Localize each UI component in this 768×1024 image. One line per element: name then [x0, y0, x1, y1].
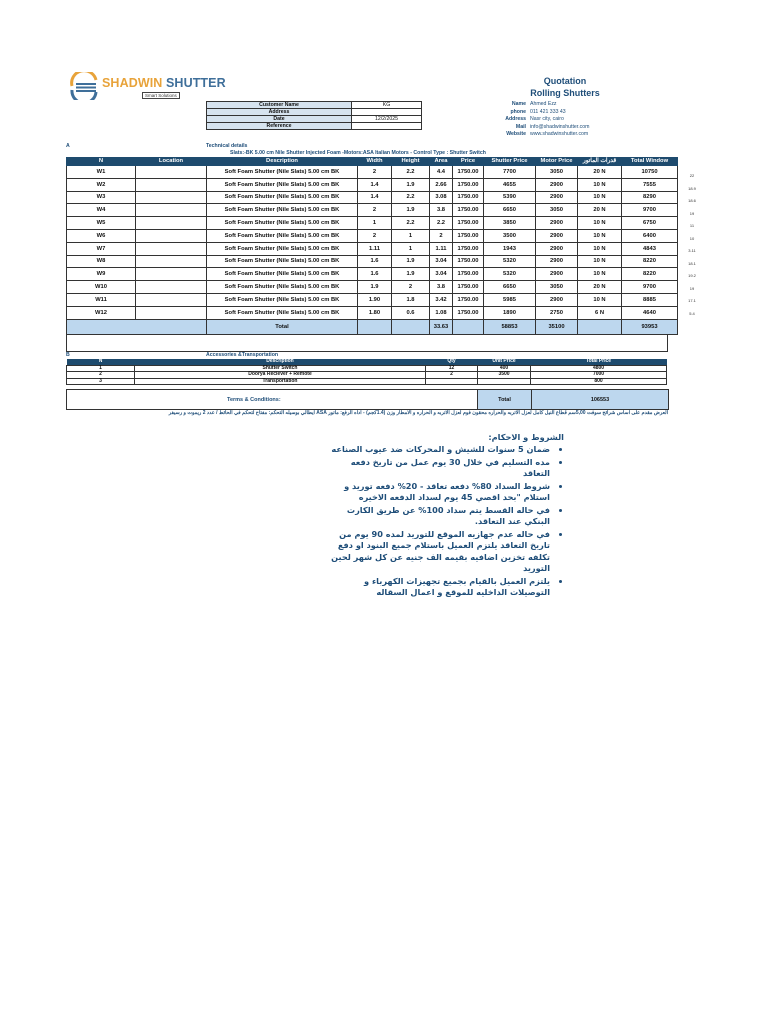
table-cell: 3500: [484, 229, 536, 242]
table-cell: [136, 191, 207, 204]
quotation-title: [500, 75, 630, 99]
grand-total-table: [66, 389, 669, 410]
table-cell: Soft Foam Shutter (Nile Slats) 5.00 cm BK: [207, 255, 358, 268]
table-cell: [136, 166, 207, 179]
table-cell: W5: [67, 217, 136, 230]
total-cell: [578, 319, 622, 334]
table-cell: 2900: [536, 255, 578, 268]
table-cell: 1.80: [358, 306, 392, 319]
table-cell: Soft Foam Shutter (Nile Slats) 5.00 cm BK: [207, 217, 358, 230]
grand-total-row: [67, 390, 669, 410]
table-cell: 2: [392, 281, 430, 294]
contact-value[interactable]: info@shadwinshutter.com: [530, 123, 590, 130]
term-item: • شروط السداد 80% دفعه تعاقد - 20% دفعه توريد و استلام "بحد اقصي 45 يوم لسداد الدفعه الاخيره: [330, 481, 550, 504]
term-item: • في حاله القسط يتم سداد 100% عن طريق الكارت البنكي عند التعاقد.: [330, 505, 550, 528]
table-cell: 3050: [536, 166, 578, 179]
technical-details-heading: Technical details: [206, 143, 248, 149]
info-label: Date: [207, 116, 352, 123]
table-cell: W7: [67, 242, 136, 255]
accessories-table: [66, 359, 667, 385]
table-cell: 1750.00: [453, 217, 484, 230]
table-cell: 1750.00: [453, 178, 484, 191]
table-cell: 2.2: [392, 217, 430, 230]
side-number: 18.6: [688, 198, 696, 204]
logo-tagline: Smart Solutions: [142, 92, 180, 99]
acc-col-total-price: Total Price: [531, 359, 667, 365]
table-cell: W12: [67, 306, 136, 319]
table-cell: 20 N: [578, 166, 622, 179]
table-cell: 3.04: [430, 268, 453, 281]
offer-note: العرض مقدم على اساس شرائح سوفت 5,00سم قطاع النيل كامل لعزل الاتربه والحراره محقون فوم لعزل الاتربه و الحراره و الامطار وزن (1.4كجم) - اداه الرفع: ماتور ASA ايطالي بوسيله التحكم: مفتاح لتحكم في الحائط / عدد 2 ريموت و رسيفر: [168, 410, 668, 416]
table-cell: 1.11: [430, 242, 453, 255]
acc-cell: [478, 378, 531, 385]
info-value: [352, 123, 422, 130]
table-cell: [136, 204, 207, 217]
info-row: [207, 109, 422, 116]
side-number: 11: [689, 223, 695, 229]
terms-list: [330, 444, 564, 599]
table-cell: 1750.00: [453, 281, 484, 294]
table-cell: Soft Foam Shutter (Nile Slats) 5.00 cm BK: [207, 191, 358, 204]
table-cell: 1750.00: [453, 166, 484, 179]
table-cell: 1.9: [392, 268, 430, 281]
table-cell: 1943: [484, 242, 536, 255]
table-cell: 7700: [484, 166, 536, 179]
table-cell: 1.11: [358, 242, 392, 255]
acc-cell: 800: [531, 378, 667, 385]
table-cell: 4.4: [430, 166, 453, 179]
contact-value[interactable]: www.shadwinshutter.com: [530, 131, 589, 138]
table-cell: Soft Foam Shutter (Nile Slats) 5.00 cm BK: [207, 306, 358, 319]
table-cell: 2900: [536, 268, 578, 281]
table-cell: W4: [67, 204, 136, 217]
table-cell: 9700: [622, 281, 678, 294]
table-cell: 10 N: [578, 217, 622, 230]
side-number: 10: [689, 235, 695, 241]
table-cell: 1.4: [358, 191, 392, 204]
grand-total-value: 106553: [532, 390, 669, 410]
table-cell: 2900: [536, 217, 578, 230]
table-cell: Soft Foam Shutter (Nile Slats) 5.00 cm BK: [207, 293, 358, 306]
side-number: 18.1: [688, 260, 696, 266]
info-label: Address: [207, 109, 352, 116]
table-cell: Soft Foam Shutter (Nile Slats) 5.00 cm BK: [207, 268, 358, 281]
table-cell: 6 N: [578, 306, 622, 319]
acc-cell: [426, 378, 478, 385]
acc-cell: Transportation: [135, 378, 426, 385]
table-cell: 9700: [622, 204, 678, 217]
table-row: [67, 306, 678, 319]
side-number: 5.4: [689, 311, 695, 317]
table-cell: 1750.00: [453, 268, 484, 281]
total-row: [67, 319, 678, 334]
total-cell: 58853: [484, 319, 536, 334]
accessories-heading: Accessories &Transportation: [206, 352, 279, 358]
contact-row: [490, 101, 589, 109]
table-row: [67, 178, 678, 191]
table-cell: 4655: [484, 178, 536, 191]
acc-cell: 1: [67, 365, 135, 372]
table-cell: 10 N: [578, 178, 622, 191]
table-cell: W6: [67, 229, 136, 242]
table-cell: 1750.00: [453, 229, 484, 242]
blank-row: [66, 334, 668, 352]
contact-value: 011 421 333 43: [530, 108, 566, 115]
side-number: 18.9: [688, 185, 696, 191]
col-description: Description: [207, 158, 358, 166]
acc-cell: 3500: [478, 372, 531, 379]
acc-col-unit-price: Unit Price: [478, 359, 531, 365]
table-cell: 3.08: [430, 191, 453, 204]
contact-row: [490, 109, 589, 117]
table-row: [67, 255, 678, 268]
table-cell: 2900: [536, 178, 578, 191]
table-cell: 1750.00: [453, 255, 484, 268]
table-cell: 8290: [622, 191, 678, 204]
acc-cell: 7000: [531, 372, 667, 379]
table-cell: 6400: [622, 229, 678, 242]
col-total-window: Total Window: [622, 158, 678, 166]
table-cell: 3.42: [430, 293, 453, 306]
grand-total-label: Total: [478, 390, 532, 410]
total-cell: 93953: [622, 319, 678, 334]
table-cell: 1.8: [392, 293, 430, 306]
table-cell: 2.2: [392, 166, 430, 179]
table-cell: 2900: [536, 242, 578, 255]
table-cell: [136, 281, 207, 294]
table-cell: 1750.00: [453, 242, 484, 255]
table-cell: 10 N: [578, 229, 622, 242]
contact-value: Ahmed Ezz: [530, 101, 557, 107]
table-cell: 3.8: [430, 204, 453, 217]
logo-mark-icon: [68, 72, 102, 100]
term-item: • في حاله عدم جهازيه الموقع للتوريد لمده 90 يوم من تاريخ التعاقد يلتزم العميل باستلام جميع البنود او دفع تكلفه تخزين اضافيه بقيمه الف جنيه عن كل شهر لحين التوريد: [330, 529, 550, 575]
term-item: • ضمان 5 سنوات للشيش و المحركات ضد عيوب الصناعه: [330, 444, 550, 456]
table-cell: [136, 268, 207, 281]
acc-cell: Doorya Reciever + Remote: [135, 372, 426, 379]
acc-cell: 400: [478, 365, 531, 372]
col-price: Price: [453, 158, 484, 166]
col-n: N: [67, 158, 136, 166]
title-line-1: Quotation: [543, 76, 587, 86]
term-item: • مده التسليم في خلال 30 يوم عمل من تاريخ دفعه التعاقد: [330, 457, 550, 480]
table-cell: 5985: [484, 293, 536, 306]
table-row: [67, 281, 678, 294]
table-cell: W11: [67, 293, 136, 306]
acc-col-qty: Qty: [426, 359, 478, 365]
table-cell: 1.9: [358, 281, 392, 294]
side-number: 19: [689, 285, 695, 291]
windows-table: [66, 157, 678, 335]
table-cell: 1750.00: [453, 306, 484, 319]
info-value: [352, 109, 422, 116]
acc-cell: 2: [67, 372, 135, 379]
contact-row: [490, 124, 589, 132]
contact-block: [490, 101, 589, 139]
total-cell: [67, 319, 207, 334]
table-cell: [136, 255, 207, 268]
table-row: [67, 191, 678, 204]
table-cell: 10750: [622, 166, 678, 179]
acc-cell: 12: [426, 365, 478, 372]
table-cell: 1750.00: [453, 293, 484, 306]
acc-col-n: N: [67, 359, 135, 365]
table-cell: 5320: [484, 255, 536, 268]
term-item: • يلتزم العميل بالقيام بجميع تجهيزات الكهرباء و التوصيلات الداخليه للموقع و اعمال السقاله: [330, 576, 550, 599]
acc-cell: 4800: [531, 365, 667, 372]
table-cell: 2: [358, 204, 392, 217]
info-row: [207, 123, 422, 130]
section-b-label: B: [66, 352, 70, 358]
info-label: Reference: [207, 123, 352, 130]
company-logo: [68, 72, 226, 102]
table-cell: [136, 242, 207, 255]
table-cell: 5320: [484, 268, 536, 281]
info-value: 12/2/2025: [352, 116, 422, 123]
total-cell: Total: [207, 319, 358, 334]
table-cell: 1.6: [358, 268, 392, 281]
table-cell: 10 N: [578, 293, 622, 306]
table-cell: 6650: [484, 204, 536, 217]
table-cell: 2.2: [430, 217, 453, 230]
total-cell: [392, 319, 430, 334]
col-motor-price: Motor Price: [536, 158, 578, 166]
table-cell: 6750: [622, 217, 678, 230]
contact-row: [490, 116, 589, 124]
table-cell: 1.9: [392, 178, 430, 191]
table-cell: W10: [67, 281, 136, 294]
terms-heading: الشروط و الاحكام:: [488, 432, 564, 442]
table-cell: 1: [392, 229, 430, 242]
side-numbers: [684, 170, 700, 321]
table-cell: 1890: [484, 306, 536, 319]
table-cell: 2900: [536, 229, 578, 242]
info-label: Customer Name: [207, 102, 352, 109]
table-cell: 2: [358, 229, 392, 242]
table-cell: 20 N: [578, 281, 622, 294]
table-cell: 1.9: [392, 255, 430, 268]
info-row: [207, 116, 422, 123]
table-cell: [136, 306, 207, 319]
table-cell: 6650: [484, 281, 536, 294]
table-cell: 0.6: [392, 306, 430, 319]
table-cell: [136, 293, 207, 306]
col-height: Height: [392, 158, 430, 166]
total-cell: 35100: [536, 319, 578, 334]
table-header-row: [67, 158, 678, 166]
table-row: [67, 268, 678, 281]
table-cell: Soft Foam Shutter (Nile Slats) 5.00 cm BK: [207, 229, 358, 242]
table-cell: W2: [67, 178, 136, 191]
total-cell: [453, 319, 484, 334]
table-cell: 3850: [484, 217, 536, 230]
table-cell: 10 N: [578, 255, 622, 268]
slats-spec: Slats:-BK 5.00 cm Nile Shutter Injected Foam -Motors:ASA Italian Motors - Control Type : Shutter Switch: [230, 150, 486, 156]
table-cell: W9: [67, 268, 136, 281]
table-cell: [136, 217, 207, 230]
table-cell: Soft Foam Shutter (Nile Slats) 5.00 cm BK: [207, 281, 358, 294]
table-cell: [136, 229, 207, 242]
section-a-label: A: [66, 143, 70, 149]
table-cell: 7555: [622, 178, 678, 191]
acc-row: [67, 378, 667, 385]
contact-label: phone: [510, 108, 526, 115]
contact-label: Address: [505, 116, 526, 123]
table-cell: 1: [392, 242, 430, 255]
table-cell: 2900: [536, 293, 578, 306]
table-cell: 1.08: [430, 306, 453, 319]
table-row: [67, 166, 678, 179]
customer-info-table: [206, 101, 422, 130]
col-width: Width: [358, 158, 392, 166]
title-line-2: Rolling Shutters: [530, 88, 600, 98]
table-cell: Soft Foam Shutter (Nile Slats) 5.00 cm BK: [207, 166, 358, 179]
table-cell: 20 N: [578, 204, 622, 217]
contact-label: Name: [511, 101, 526, 107]
col-area: Area: [430, 158, 453, 166]
contact-row: [490, 131, 589, 139]
table-cell: 2750: [536, 306, 578, 319]
col-shutter-price: Shutter Price: [484, 158, 536, 166]
table-cell: Soft Foam Shutter (Nile Slats) 5.00 cm BK: [207, 178, 358, 191]
acc-cell: Shutter Switch: [135, 365, 426, 372]
acc-col-description: Description: [135, 359, 426, 365]
table-cell: 2900: [536, 191, 578, 204]
table-cell: 8220: [622, 268, 678, 281]
table-cell: Soft Foam Shutter (Nile Slats) 5.00 cm BK: [207, 204, 358, 217]
table-cell: W3: [67, 191, 136, 204]
table-cell: 8885: [622, 293, 678, 306]
table-cell: 10 N: [578, 191, 622, 204]
side-number: 22: [689, 173, 695, 178]
table-cell: 1.6: [358, 255, 392, 268]
acc-cell: 3: [67, 378, 135, 385]
table-cell: 4640: [622, 306, 678, 319]
table-row: [67, 293, 678, 306]
logo-wordmark: SHADWIN SHUTTER: [102, 76, 226, 90]
table-cell: 3050: [536, 281, 578, 294]
info-row: [207, 102, 422, 109]
table-cell: 3.8: [430, 281, 453, 294]
table-cell: 8220: [622, 255, 678, 268]
table-cell: 1.90: [358, 293, 392, 306]
table-cell: 1750.00: [453, 191, 484, 204]
table-cell: 3050: [536, 204, 578, 217]
side-number: 3.11: [688, 248, 696, 254]
table-row: [67, 204, 678, 217]
side-number: 19.2: [688, 273, 696, 279]
table-cell: 10 N: [578, 268, 622, 281]
table-cell: 1.4: [358, 178, 392, 191]
side-number: 19: [689, 210, 695, 216]
col-location: Location: [136, 158, 207, 166]
table-cell: W8: [67, 255, 136, 268]
total-cell: 33.63: [430, 319, 453, 334]
contact-label: Mail: [515, 123, 526, 130]
total-cell: [358, 319, 392, 334]
table-cell: W1: [67, 166, 136, 179]
table-cell: 4843: [622, 242, 678, 255]
col-motor-power: قدرات الماتور: [578, 158, 622, 166]
side-number: 17.1: [688, 298, 696, 304]
contact-label: Website: [506, 131, 526, 138]
table-cell: [136, 178, 207, 191]
table-cell: 2: [430, 229, 453, 242]
table-row: [67, 217, 678, 230]
table-cell: 3.04: [430, 255, 453, 268]
table-cell: 1750.00: [453, 204, 484, 217]
table-cell: 10 N: [578, 242, 622, 255]
info-value: KG: [352, 102, 422, 109]
terms-label: Terms & Conditions:: [67, 390, 478, 410]
table-row: [67, 242, 678, 255]
table-row: [67, 229, 678, 242]
table-cell: Soft Foam Shutter (Nile Slats) 5.00 cm BK: [207, 242, 358, 255]
table-cell: 5390: [484, 191, 536, 204]
contact-value: Nasr city, cairo: [530, 116, 564, 123]
table-cell: 2: [358, 166, 392, 179]
table-cell: 2.2: [392, 191, 430, 204]
acc-cell: 2: [426, 372, 478, 379]
table-cell: 1.9: [392, 204, 430, 217]
table-cell: 1: [358, 217, 392, 230]
terms-conditions: [330, 432, 564, 600]
table-cell: 2.66: [430, 178, 453, 191]
